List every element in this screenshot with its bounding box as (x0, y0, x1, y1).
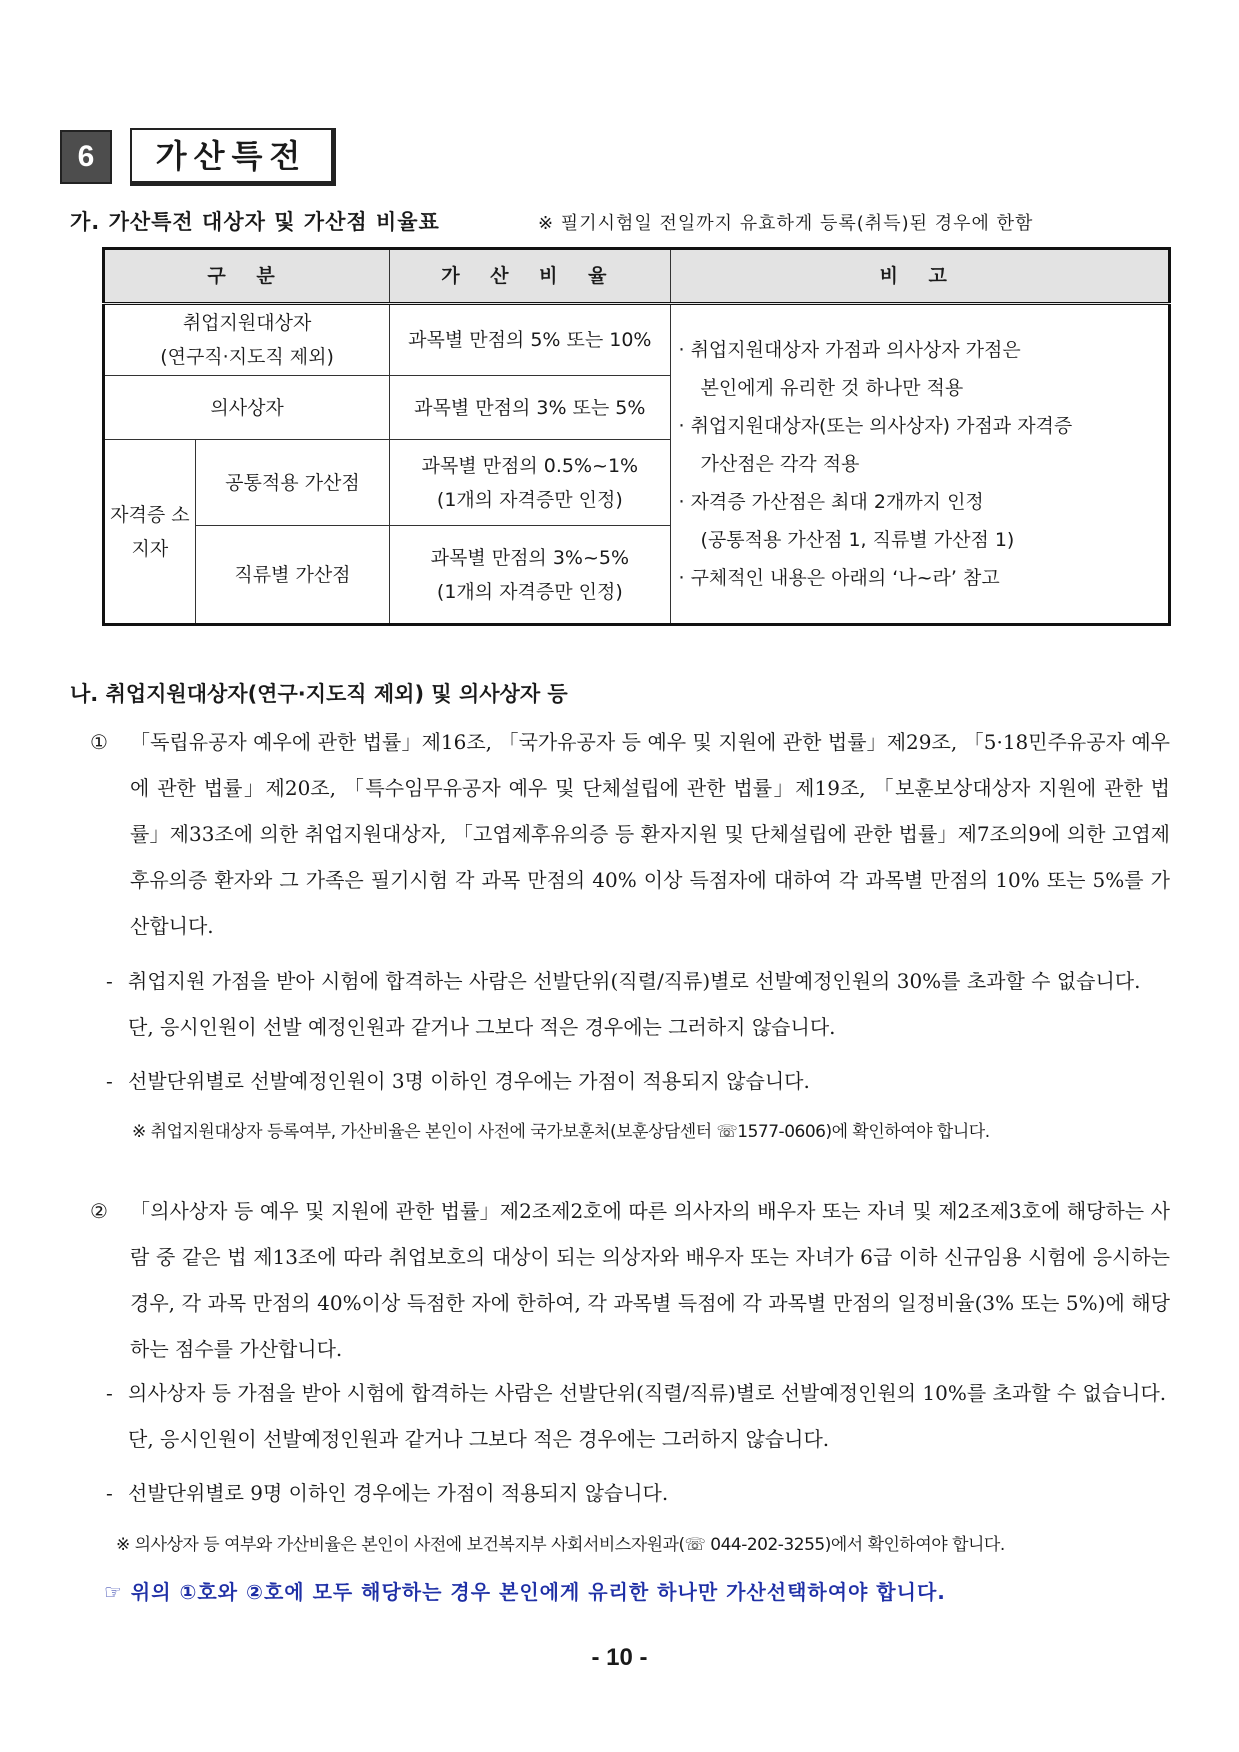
row-employment-support-rate: 과목별 만점의 5% 또는 10% (390, 304, 670, 376)
header-remarks: 비 고 (670, 249, 1170, 304)
table-row (104, 304, 1170, 376)
section-number: 6 (60, 130, 112, 184)
header-category: 구 분 (104, 249, 390, 304)
row-injured-rate: 과목별 만점의 3% 또는 5% (390, 376, 670, 440)
paragraph-1 (90, 719, 1170, 949)
table-header-row (104, 249, 1170, 304)
row-injured-label: 의사상자 (104, 376, 390, 440)
dash-item: - 취업지원 가점을 받아 시험에 합격하는 사람은 선발단위(직렬/직류)별로 선발예정인원의 30%를 초과할 수 없습니다. 단, 응시인원이 선발 예정인원과 같거나 그보다 적은 경우에는 그러하지 않습니다. (106, 969, 1141, 1039)
section-title: 가산특전 (130, 128, 336, 186)
header-rate: 가 산 비 율 (390, 249, 670, 304)
paragraph-2-marker: ② (90, 1199, 108, 1223)
paragraph-1-marker: ① (90, 730, 108, 754)
bonus-rate-table (102, 247, 1171, 626)
remarks-cell: · 취업지원대상자 가점과 의사상자 가점은 본인에게 유리한 것 하나만 적용 · 취업지원대상자(또는 의사상자) 가점과 자격증 가산점은 각각 적용 · 자격증 가산점은 최대 2개까지 인정 (공통적용 가산점 1, 직류별 가산점 1) · 구체적인 내용은 아래의 ‘나~라’ 참고 (670, 304, 1170, 625)
row-track-bonus-label: 직류별 가산점 (195, 526, 389, 625)
subsection-a-note: ※ 필기시험일 전일까지 유효하게 등록(취득)된 경우에 한함 (538, 213, 1034, 234)
qualification-holder-label: 자격증 소지자 (104, 440, 196, 625)
final-notice: ☞ 위의 ①호와 ②호에 모두 해당하는 경우 본인에게 유리한 하나만 가산선택하여야 합니다. (104, 1580, 946, 1604)
row-employment-support-label: 취업지원대상자 (연구직·지도직 제외) (104, 304, 390, 376)
row-track-bonus-rate: 과목별 만점의 3%~5% (1개의 자격증만 인정) (390, 526, 670, 625)
dash-item: - 의사상자 등 가점을 받아 시험에 합격하는 사람은 선발단위(직렬/직류)별로 선발예정인원의 10%를 초과할 수 없습니다. 단, 응시인원이 선발예정인원과 같거나 그보다 적은 경우에는 그러하지 않습니다. (106, 1381, 1167, 1451)
paragraph-1-text: 「독립유공자 예우에 관한 법률」제16조, 「국가유공자 등 예우 및 지원에 관한 법률」제29조, 「5·18민주유공자 예우에 관한 법률」제20조, 「특수임무유공자 예우 및 단체설립에 관한 법률」제19조, 「보훈보상대상자 지원에 관한 법률」제33조에 의한 취업지원대상자, 「고엽제후유의증 등 환자지원 및 단체설립에 관한 법률」제7조의9에 의한 고엽제후유의증 환자와 그 가족은 필기시험 각 과목 만점의 40% 이상 득점자에 대하여 각 과목별 만점의 10% 또는 5%를 가산합니다. (130, 730, 1170, 938)
subsection-a-heading: 가. 가산특전 대상자 및 가산점 비율표 (70, 210, 440, 234)
subsection-b-heading: 나. 취업지원대상자(연구·지도직 제외) 및 의사상자 등 (70, 682, 568, 706)
row-common-bonus-rate: 과목별 만점의 0.5%~1% (1개의 자격증만 인정) (390, 440, 670, 526)
dash-item: - 선발단위별로 선발예정인원이 3명 이하인 경우에는 가점이 적용되지 않습니다. (106, 1069, 810, 1093)
note-health-welfare: ※ 의사상자 등 여부와 가산비율은 본인이 사전에 보건복지부 사회서비스자원과(☏ 044-202-3255)에서 확인하여야 합니다. (116, 1535, 1005, 1555)
paragraph-2-text: 「의사상자 등 예우 및 지원에 관한 법률」제2조제2호에 따른 의사자의 배우자 또는 자녀 및 제2조제3호에 해당하는 사람 중 같은 법 제13조에 따라 취업보호의 대상이 되는 의상자와 배우자 또는 자녀가 6급 이하 신규임용 시험에 응시하는 경우, 각 과목 만점의 40%이상 득점한 자에 한하여, 각 과목별 득점에 각 과목별 만점의 일정비율(3% 또는 5%)에 해당하는 점수를 가산합니다. (130, 1199, 1170, 1361)
dash-item: - 선발단위별로 9명 이하인 경우에는 가점이 적용되지 않습니다. (106, 1481, 669, 1505)
paragraph-2 (90, 1188, 1170, 1372)
note-veterans: ※ 취업지원대상자 등록여부, 가산비율은 본인이 사전에 국가보훈처(보훈상담센터 ☏1577-0606)에 확인하여야 합니다. (132, 1122, 990, 1142)
row-common-bonus-label: 공통적용 가산점 (195, 440, 389, 526)
page-number: - 10 - (591, 1644, 648, 1671)
